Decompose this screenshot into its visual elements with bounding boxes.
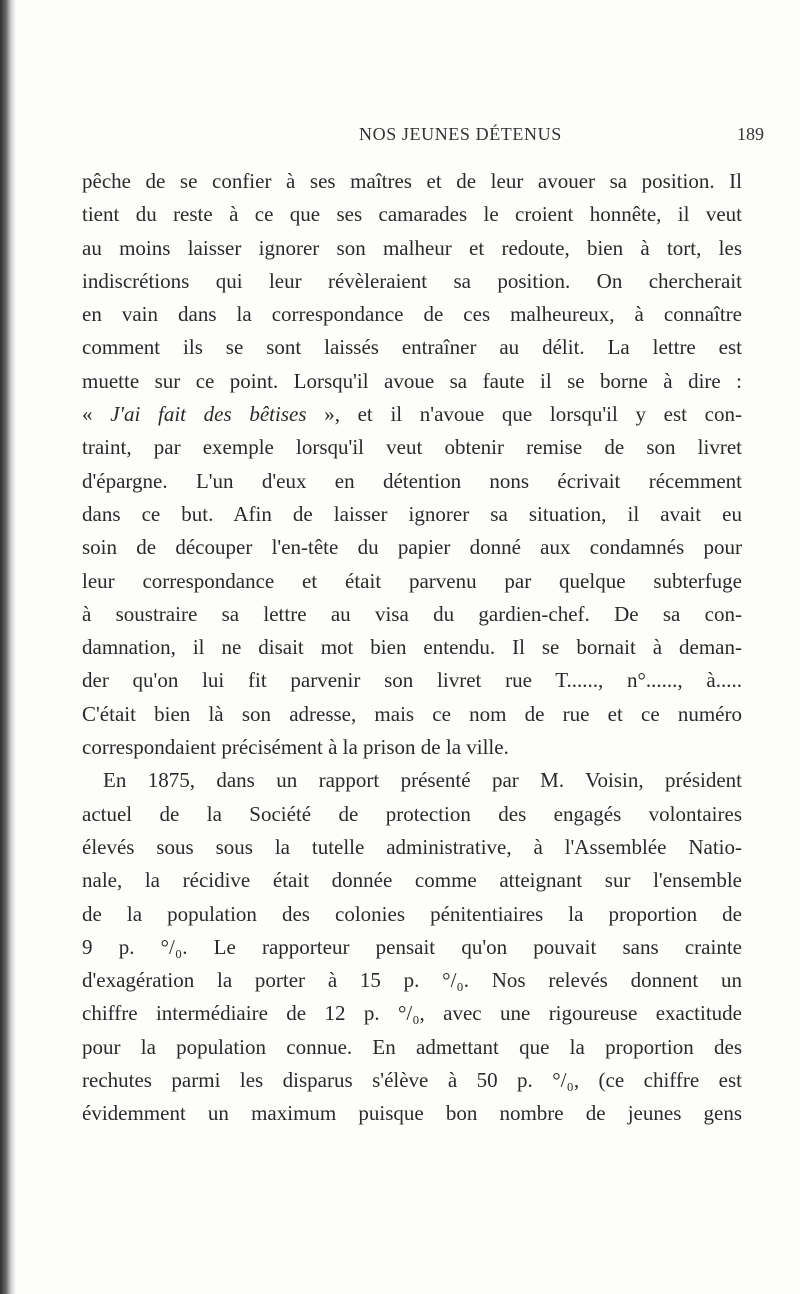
text-line: de la population des colonies pénitentiaires la proportion de [82, 901, 742, 926]
text-line: der qu'on lui fit parvenir son livret rue T......, n°......, à..... [82, 668, 742, 693]
text-line: damnation, il ne disait mot bien entendu. Il se bornait à deman- [82, 635, 742, 660]
text-line: comment ils se sont laissés entraîner au délit. La lettre est [82, 335, 742, 360]
paragraph-start-line: En 1875, dans un rapport présenté par M. Voisin, président [103, 768, 742, 793]
text-line: soin de découper l'en-tête du papier donné aux condamnés pour [82, 535, 742, 560]
body-text [82, 165, 742, 1131]
text-line: dans ce but. Afin de laisser ignorer sa situation, il avait eu [82, 501, 742, 526]
text-line: tient du reste à ce que ses camarades le croient honnête, il veut [82, 202, 742, 227]
text-line: muette sur ce point. Lorsqu'il avoue sa faute il se borne à dire : [82, 368, 742, 393]
text-line: indiscrétions qui leur révèleraient sa position. On chercherait [82, 268, 742, 293]
paragraph-end-line: correspondaient précisément à la prison de la ville. [82, 735, 509, 760]
text-line: 9 p. °/₀. Le rapporteur pensait qu'on pouvait sans crainte [82, 934, 742, 959]
text-line: élevés sous sous la tutelle administrative, à l'Assemblée Natio- [82, 834, 742, 859]
text-line: pour la population connue. En admettant que la proportion des [82, 1034, 742, 1059]
text-line: au moins laisser ignorer son malheur et redoute, bien à tort, les [82, 235, 742, 260]
page-number: 189 [737, 124, 764, 144]
running-title: NOS JEUNES DÉTENUS [359, 124, 562, 144]
text-line: pêche de se confier à ses maîtres et de leur avouer sa position. Il [82, 169, 742, 193]
text-line: leur correspondance et était parvenu par quelque subterfuge [82, 568, 742, 593]
book-binding-edge [0, 0, 16, 1294]
text-line: évidemment un maximum puisque bon nombre de jeunes gens [82, 1101, 742, 1126]
text-line: traint, par exemple lorsqu'il veut obtenir remise de son livret [82, 435, 742, 460]
text-line: d'épargne. L'un d'eux en détention nons écrivait récemment [82, 468, 742, 493]
text-line: actuel de la Société de protection des engagés volontaires [82, 801, 742, 826]
italic-quote: J'ai fait des bêtises [110, 402, 307, 427]
text-line: en vain dans la correspondance de ces malheureux, à connaître [82, 302, 742, 327]
text-line: nale, la récidive était donnée comme atteignant sur l'ensemble [82, 868, 742, 893]
text-line: rechutes parmi les disparus s'élève à 50 p. °/₀, (ce chiffre est [82, 1068, 742, 1093]
running-head [0, 124, 800, 148]
text-line-with-italic-quote: « J'ai fait des bêtises », et il n'avoue que lorsqu'il y est con- [82, 402, 742, 427]
text-line: C'était bien là son adresse, mais ce nom de rue et ce numéro [82, 701, 742, 726]
text-line: à soustraire sa lettre au visa du gardien-chef. De sa con- [82, 601, 742, 626]
text-line: chiffre intermédiaire de 12 p. °/₀, avec une rigoureuse exactitude [82, 1001, 742, 1026]
text-line: d'exagération la porter à 15 p. °/₀. Nos relevés donnent un [82, 968, 742, 993]
